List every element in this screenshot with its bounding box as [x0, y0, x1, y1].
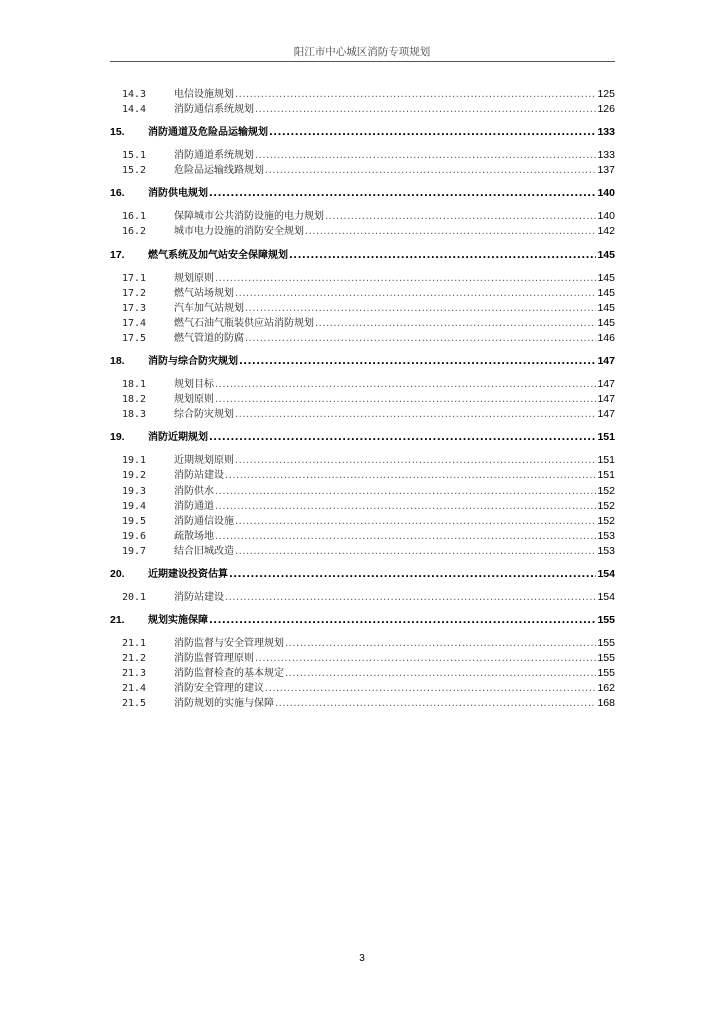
toc-entry-title: 消防站建设	[174, 470, 224, 482]
toc-entry-page: 147	[597, 378, 615, 391]
toc-entry-page: 140	[597, 210, 615, 223]
toc-entry-page: 155	[597, 667, 615, 680]
toc-chapter-entry[interactable]	[110, 185, 615, 201]
toc-entry-number: 17.4	[122, 317, 147, 329]
toc-entry-number: 15.2	[122, 165, 147, 177]
toc-entry-title: 燃气系统及加气站安全保障规划	[148, 249, 288, 261]
toc-entry-page: 126	[597, 103, 615, 116]
toc-dot-leader	[225, 468, 596, 483]
toc-entry-title: 规划原则	[174, 394, 214, 406]
toc-entry-title: 消防近期规划	[148, 432, 208, 444]
toc-entry-title: 城市电力设施的消防安全规划	[174, 226, 304, 238]
toc-dot-leader	[289, 248, 596, 263]
toc-entry-title: 规划原则	[174, 272, 214, 284]
toc-dot-leader	[305, 224, 596, 239]
toc-dot-leader	[265, 681, 596, 696]
toc-section-entry[interactable]	[110, 316, 615, 331]
toc-entry-title: 综合防灾规划	[174, 409, 234, 421]
toc-dot-leader	[215, 499, 596, 514]
toc-entry-title: 消防监督与安全管理规划	[174, 638, 284, 650]
toc-section-entry[interactable]	[110, 544, 615, 559]
toc-entry-page: 133	[597, 149, 615, 162]
toc-chapter-entry[interactable]	[110, 429, 615, 445]
toc-entry-page: 140	[597, 187, 615, 200]
page-header-title: 阳江市中心城区消防专项规划	[293, 46, 431, 58]
toc-dot-leader	[255, 102, 596, 117]
toc-chapter-entry[interactable]	[110, 247, 615, 263]
toc-entry-page: 125	[597, 88, 615, 100]
table-of-contents	[110, 87, 615, 712]
toc-dot-leader	[245, 301, 596, 316]
toc-entry-title: 消防站建设	[174, 591, 224, 603]
toc-section-entry[interactable]	[110, 590, 615, 605]
toc-entry-number: 17.1	[122, 272, 147, 284]
toc-entry-page: 133	[597, 126, 615, 139]
toc-entry-page: 154	[597, 567, 615, 580]
toc-entry-title: 消防监督检查的基本规定	[174, 668, 284, 680]
toc-dot-leader	[235, 544, 596, 559]
toc-entry-title: 疏散场地	[174, 530, 214, 542]
toc-entry-title: 规划实施保障	[148, 615, 208, 627]
toc-section-entry[interactable]	[110, 666, 615, 681]
toc-entry-page: 151	[597, 454, 615, 467]
toc-entry-number: 16.	[110, 187, 125, 200]
toc-entry-page: 155	[597, 652, 615, 665]
toc-entry-number: 14.4	[122, 104, 147, 116]
toc-dot-leader	[239, 354, 596, 369]
toc-entry-title: 消防供电规划	[148, 188, 208, 200]
toc-entry-page: 155	[597, 614, 615, 627]
toc-entry-page: 155	[597, 637, 615, 650]
toc-entry-page: 145	[597, 316, 615, 329]
toc-section-entry[interactable]	[110, 163, 615, 178]
toc-entry-number: 19.7	[122, 545, 147, 557]
toc-entry-page: 145	[597, 301, 615, 314]
toc-section-entry[interactable]	[110, 636, 615, 651]
toc-dot-leader	[235, 407, 596, 422]
toc-entry-page: 151	[597, 469, 615, 482]
toc-section-entry[interactable]	[110, 514, 615, 529]
toc-entry-page: 152	[597, 514, 615, 527]
toc-chapter-entry[interactable]	[110, 566, 615, 582]
toc-entry-title: 消防规划的实施与保障	[174, 698, 274, 710]
toc-chapter-entry[interactable]	[110, 353, 615, 369]
toc-entry-number: 15.	[110, 126, 125, 139]
toc-entry-title: 燃气管道的防腐	[174, 332, 244, 344]
toc-entry-number: 21.5	[122, 698, 147, 710]
toc-entry-number: 18.1	[122, 379, 147, 391]
toc-entry-number: 17.2	[122, 287, 147, 299]
toc-entry-page: 152	[597, 484, 615, 497]
toc-dot-leader	[225, 590, 596, 605]
header-divider	[110, 61, 615, 62]
toc-entry-page: 145	[597, 248, 615, 261]
toc-entry-title: 燃气站场规划	[174, 287, 234, 299]
toc-entry-page: 142	[597, 225, 615, 238]
toc-entry-title: 消防通道	[174, 500, 214, 512]
toc-entry-page: 168	[597, 697, 615, 710]
toc-dot-leader	[245, 331, 596, 346]
toc-dot-leader	[215, 392, 596, 407]
toc-section-entry[interactable]	[110, 696, 615, 711]
toc-entry-page: 147	[597, 408, 615, 421]
toc-entry-title: 危险品运输线路规划	[174, 165, 264, 177]
toc-section-entry[interactable]	[110, 87, 615, 102]
toc-dot-leader	[325, 209, 596, 224]
toc-entry-number: 18.	[110, 355, 125, 368]
toc-entry-number: 16.2	[122, 226, 147, 238]
toc-entry-number: 17.5	[122, 332, 147, 344]
toc-entry-title: 汽车加气站规划	[174, 302, 244, 314]
toc-section-entry[interactable]	[110, 407, 615, 422]
toc-dot-leader	[255, 651, 596, 666]
toc-entry-title: 燃气石油气瓶装供应站消防规划	[174, 317, 314, 329]
toc-entry-number: 17.3	[122, 302, 147, 314]
toc-entry-page: 152	[597, 499, 615, 512]
toc-entry-number: 19.	[110, 431, 125, 444]
toc-entry-number: 20.1	[122, 591, 147, 603]
toc-entry-page: 154	[597, 590, 615, 603]
toc-entry-number: 18.2	[122, 394, 147, 406]
toc-entry-number: 14.3	[122, 89, 147, 100]
toc-entry-number: 19.6	[122, 530, 147, 542]
toc-section-entry[interactable]	[110, 651, 615, 666]
toc-dot-leader	[229, 567, 596, 582]
toc-dot-leader	[269, 125, 596, 140]
toc-entry-number: 21.1	[122, 638, 147, 650]
toc-entry-page: 146	[597, 331, 615, 344]
toc-entry-title: 结合旧城改造	[174, 545, 234, 557]
toc-dot-leader	[215, 377, 596, 392]
toc-entry-page: 151	[597, 431, 615, 444]
toc-entry-number: 16.1	[122, 211, 147, 223]
toc-dot-leader	[285, 636, 596, 651]
toc-dot-leader	[235, 286, 596, 301]
toc-section-entry[interactable]	[110, 271, 615, 286]
toc-chapter-entry[interactable]	[110, 124, 615, 140]
toc-dot-leader	[275, 696, 596, 711]
toc-entry-title: 消防通信设施	[174, 515, 234, 527]
toc-dot-leader	[215, 529, 596, 544]
toc-entry-page: 162	[597, 682, 615, 695]
toc-dot-leader	[209, 186, 596, 201]
toc-section-entry[interactable]	[110, 286, 615, 301]
toc-entry-title: 近期规划原则	[174, 455, 234, 467]
toc-entry-number: 17.	[110, 248, 125, 261]
toc-section-entry[interactable]	[110, 468, 615, 483]
toc-section-entry[interactable]	[110, 209, 615, 224]
toc-dot-leader	[215, 271, 596, 286]
toc-entry-number: 21.	[110, 614, 125, 627]
toc-entry-number: 18.3	[122, 409, 147, 421]
toc-entry-number: 15.1	[122, 150, 147, 162]
toc-entry-number: 19.4	[122, 500, 147, 512]
toc-dot-leader	[215, 484, 596, 499]
toc-section-entry[interactable]	[110, 102, 615, 117]
toc-section-entry[interactable]	[110, 681, 615, 696]
toc-entry-title: 消防安全管理的建议	[174, 683, 264, 695]
toc-entry-number: 21.4	[122, 683, 147, 695]
toc-section-entry[interactable]	[110, 499, 615, 514]
toc-dot-leader	[235, 87, 596, 102]
toc-dot-leader	[285, 666, 596, 681]
toc-chapter-entry[interactable]	[110, 612, 615, 628]
toc-entry-page: 137	[597, 164, 615, 177]
toc-entry-title: 电信设施规划	[174, 89, 234, 100]
toc-dot-leader	[255, 148, 596, 163]
toc-entry-page: 153	[597, 529, 615, 542]
toc-entry-title: 近期建设投资估算	[148, 568, 228, 580]
toc-section-entry[interactable]	[110, 301, 615, 316]
toc-section-entry[interactable]	[110, 484, 615, 499]
toc-entry-number: 21.2	[122, 653, 147, 665]
toc-section-entry[interactable]	[110, 377, 615, 392]
toc-dot-leader	[209, 613, 596, 628]
toc-entry-title: 消防通道及危险品运输规划	[148, 127, 268, 139]
toc-dot-leader	[235, 453, 596, 468]
toc-entry-title: 消防通道系统规划	[174, 150, 254, 162]
toc-entry-page: 153	[597, 544, 615, 557]
toc-dot-leader	[315, 316, 596, 331]
toc-entry-number: 19.1	[122, 455, 147, 467]
toc-section-entry[interactable]	[110, 392, 615, 407]
toc-entry-number: 19.3	[122, 485, 147, 497]
toc-section-entry[interactable]	[110, 529, 615, 544]
toc-dot-leader	[209, 430, 596, 445]
toc-entry-title: 消防通信系统规划	[174, 104, 254, 116]
toc-section-entry[interactable]	[110, 453, 615, 468]
toc-section-entry[interactable]	[110, 224, 615, 239]
toc-entry-title: 消防与综合防灾规划	[148, 356, 238, 368]
toc-entry-number: 19.5	[122, 515, 147, 527]
page-number: 3	[359, 953, 365, 964]
toc-dot-leader	[235, 514, 596, 529]
toc-entry-number: 21.3	[122, 668, 147, 680]
toc-entry-title: 规划目标	[174, 379, 214, 391]
toc-section-entry[interactable]	[110, 148, 615, 163]
toc-entry-title: 消防监督管理原则	[174, 653, 254, 665]
toc-entry-title: 保障城市公共消防设施的电力规划	[174, 211, 324, 223]
toc-entry-number: 20.	[110, 567, 125, 580]
toc-entry-page: 145	[597, 286, 615, 299]
toc-entry-page: 147	[597, 355, 615, 368]
toc-entry-page: 145	[597, 271, 615, 284]
toc-section-entry[interactable]	[110, 331, 615, 346]
toc-entry-number: 19.2	[122, 470, 147, 482]
toc-dot-leader	[265, 163, 596, 178]
toc-entry-page: 147	[597, 393, 615, 406]
toc-entry-title: 消防供水	[174, 485, 214, 497]
